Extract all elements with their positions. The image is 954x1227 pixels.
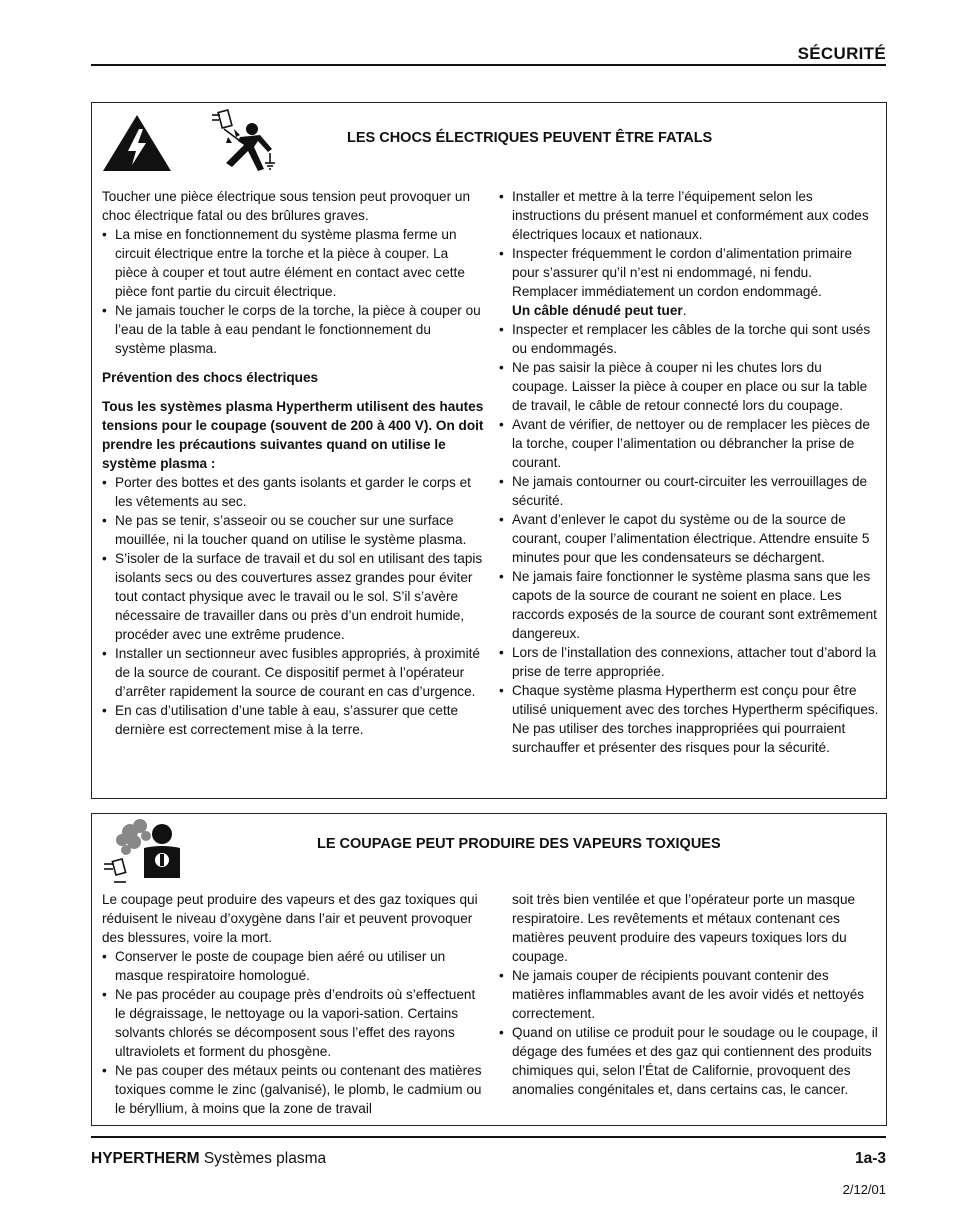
intro-paragraph: Toucher une pièce électrique sous tension peut provoquer un choc électrique fatal ou des brûlures graves.: [102, 189, 471, 223]
toxic-fumes-person-icon: [100, 818, 186, 886]
list-item: • Chaque système plasma Hypertherm est conçu pour être utilisé uniquement avec des torches Hypertherm spécifiques. Ne pas utiliser des torches inappropriées qui pourraient surchauffer et présenter des risques pour la sécurité.: [499, 681, 879, 757]
left-column: [102, 187, 484, 739]
prevention-bullet-list: [102, 473, 484, 739]
list-item: • Ne pas saisir la pièce à couper ni les chutes lors du coupage. Laisser la pièce à couper en place ou sur la table de travail, le câble de retour connecté lors du coupage.: [499, 358, 879, 415]
intro-bullet-list: [102, 225, 484, 358]
left-bullet-list: [102, 947, 484, 1118]
intro-paragraph: Le coupage peut produire des vapeurs et des gaz toxiques qui réduisent le niveau d’oxygène dans l’air et peuvent provoquer des blessures, voire la mort.: [102, 892, 478, 945]
bold-paragraph: Tous les systèmes plasma Hypertherm utilisent des hautes tensions pour le coupage (souvent de 200 à 400 V). On doit prendre les précautions suivantes quand on utilise le système plasma :: [102, 399, 484, 471]
list-item-text: Inspecter fréquemment le cordon d’alimentation primaire pour s’assurer qu’il n’est ni endommagé, ni fendu. Remplacer immédiatement un cordon endommagé.: [512, 246, 853, 299]
right-column: [499, 890, 879, 1099]
list-item: • Inspecter et remplacer les câbles de la torche qui sont usés ou endommagés.: [499, 320, 879, 358]
list-item: • En cas d’utilisation d’une table à eau, s’assurer que cette dernière est correctement mise à la terre.: [102, 701, 484, 739]
left-column: [102, 890, 484, 1118]
list-item: • Lors de l’installation des connexions, attacher tout d’abord la prise de terre appropriée.: [499, 643, 879, 681]
electric-shock-section: [91, 102, 887, 799]
page-header-title: SÉCURITÉ: [797, 44, 886, 63]
right-bullet-list: [499, 966, 879, 1099]
high-voltage-warning-icon: [101, 113, 173, 173]
list-item: • La mise en fonctionnement du système plasma ferme un circuit électrique entre la torche et la pièce à couper. La pièce à couper et tout autre élément en contact avec cette pièce font partie du circuit électrique.: [102, 225, 484, 301]
list-item: • Avant de vérifier, de nettoyer ou de remplacer les pièces de la torche, couper l’alimentation ou débrancher la prise de courant.: [499, 415, 879, 472]
footer-brand: HYPERTHERM: [91, 1150, 200, 1167]
list-item: • Ne jamais toucher le corps de la torche, la pièce à couper ou l’eau de la table à eau pendant le fonctionnement du système plasma.: [102, 301, 484, 358]
list-item: • Conserver le poste de coupage bien aéré ou utiliser un masque respiratoire homologué.: [102, 947, 484, 985]
list-item: • S’isoler de la surface de travail et du sol en utilisant des tapis isolants secs ou des couvertures assez grandes pour éviter tout contact physique avec le travail ou le sol. S’il s’avère nécessaire de travailler dans ou près d’un endroit humide, procéder avec une extrême prudence.: [102, 549, 484, 644]
continuation-paragraph: soit très bien ventilée et que l’opérateur porte un masque respiratoire. Les revêtements et métaux contenant ces matières peuvent produire des vapeurs toxiques lors du coupage.: [512, 892, 856, 964]
section-heading: LES CHOCS ÉLECTRIQUES PEUVENT ÊTRE FATALS: [347, 130, 713, 146]
list-item-period: .: [682, 303, 687, 318]
list-item: • Ne jamais couper de récipients pouvant contenir des matières inflammables avant de les avoir vidés et nettoyés correctement.: [499, 966, 879, 1023]
list-item: [499, 244, 879, 320]
subheading: Prévention des chocs électriques: [102, 370, 319, 385]
list-item: • Ne pas couper des métaux peints ou contenant des matières toxiques comme le zinc (galvanisé), le plomb, le cadmium ou le béryllium, à moins que la zone de travail: [102, 1061, 484, 1118]
footer-product-name: Systèmes plasma: [199, 1150, 327, 1167]
list-item: • Ne pas se tenir, s’asseoir ou se coucher sur une surface mouillée, ni la toucher quand on utilise le système plasma.: [102, 511, 484, 549]
footer-rule: [91, 1136, 886, 1138]
right-bullet-list: [499, 187, 879, 757]
right-column: [499, 187, 879, 757]
revision-date: 2/12/01: [842, 1182, 886, 1197]
list-item-emphasis: Un câble dénudé peut tuer: [512, 303, 683, 318]
list-item: • Ne jamais contourner ou court-circuiter les verrouillages de sécurité.: [499, 472, 879, 510]
page-number: 1a-3: [854, 1150, 886, 1167]
section-heading: LE COUPAGE PEUT PRODUIRE DES VAPEURS TOXIQUES: [317, 836, 721, 852]
electric-shock-person-icon: [210, 107, 290, 173]
toxic-fumes-section: [91, 813, 887, 1126]
list-item: • Quand on utilise ce produit pour le soudage ou le coupage, il dégage des fumées et des gaz qui contiennent des produits chimiques qui, selon l’État de Californie, provoquent des anomalies congénitales et, dans certains cas, le cancer.: [499, 1023, 879, 1099]
header-rule: [91, 64, 886, 66]
list-item: • Installer un sectionneur avec fusibles appropriés, à proximité de la source de courant. Ce dispositif permet à l’opérateur d’arrêter rapidement la source de courant en cas d’urgence.: [102, 644, 484, 701]
list-item: • Avant d’enlever le capot du système ou de la source de courant, couper l’alimentation électrique. Attendre ensuite 5 minutes pour que les condensateurs se déchargent.: [499, 510, 879, 567]
footer-product: [91, 1150, 326, 1168]
list-item: • Porter des bottes et des gants isolants et garder le corps et les vêtements au sec.: [102, 473, 484, 511]
list-item: • Ne pas procéder au coupage près d’endroits où s’effectuent le dégraissage, le nettoyage ou la vapori-sation. Certains solvants chlorés se décomposent sous l’effet des rayons ultraviolets et forment du phosgène.: [102, 985, 484, 1061]
list-item: • Ne jamais faire fonctionner le système plasma sans que les capots de la source de courant ne soient en place. Les raccords exposés de la source de courant sont extrêmement dangereux.: [499, 567, 879, 643]
list-item: • Installer et mettre à la terre l’équipement selon les instructions du présent manuel et conformément aux codes électriques locaux et nationaux.: [499, 187, 879, 244]
